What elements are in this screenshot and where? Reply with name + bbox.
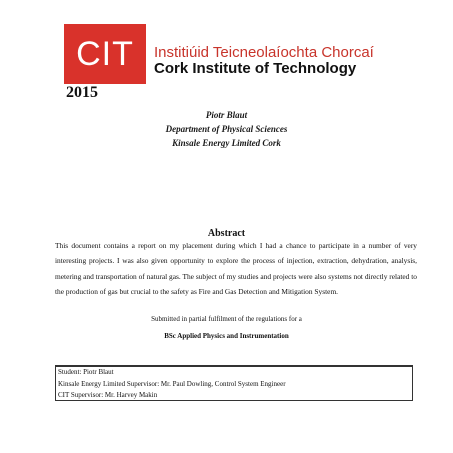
cit-logo	[64, 24, 146, 84]
degree-name: BSc Applied Physics and Instrumentation	[164, 332, 289, 340]
cit-supervisor-line: CIT Supervisor: Mr. Harvey Makin	[58, 391, 158, 399]
company-supervisor-line: Kinsale Energy Limited Supervisor: Mr. Paul Dowling, Control System Engineer	[58, 379, 286, 388]
submission-statement: Submitted in partial fulfilment of the regulations for a	[151, 315, 302, 323]
abstract-heading: Abstract	[207, 228, 246, 239]
abstract-text: This document contains a report on my placement during which I had a chance to participate in a number of very interesting projects. I was also given opportunity to explore the process of injection, extraction, dehydration, analysis, metering and transportation of natural gas. The subject of my studies and projects were also systems not directly related to the production of gas but crucial to the safety as Fire and Gas Detection and Mitigation System.	[55, 241, 417, 297]
author-company: Kinsale Energy Limited Cork	[172, 138, 281, 148]
author-name: Piotr Blaut	[205, 110, 248, 120]
author-department: Department of Physical Sciences	[165, 124, 288, 134]
institution-name-irish: Institiúid Teicneolaíochta Chorcaí	[154, 44, 374, 61]
report-year: 2015	[66, 84, 98, 101]
details-box	[55, 365, 413, 401]
student-line: Student: Piotr Blaut	[58, 368, 114, 376]
cit-logo-text: CIT	[76, 34, 134, 73]
institution-name-english: Cork Institute of Technology	[154, 60, 357, 77]
